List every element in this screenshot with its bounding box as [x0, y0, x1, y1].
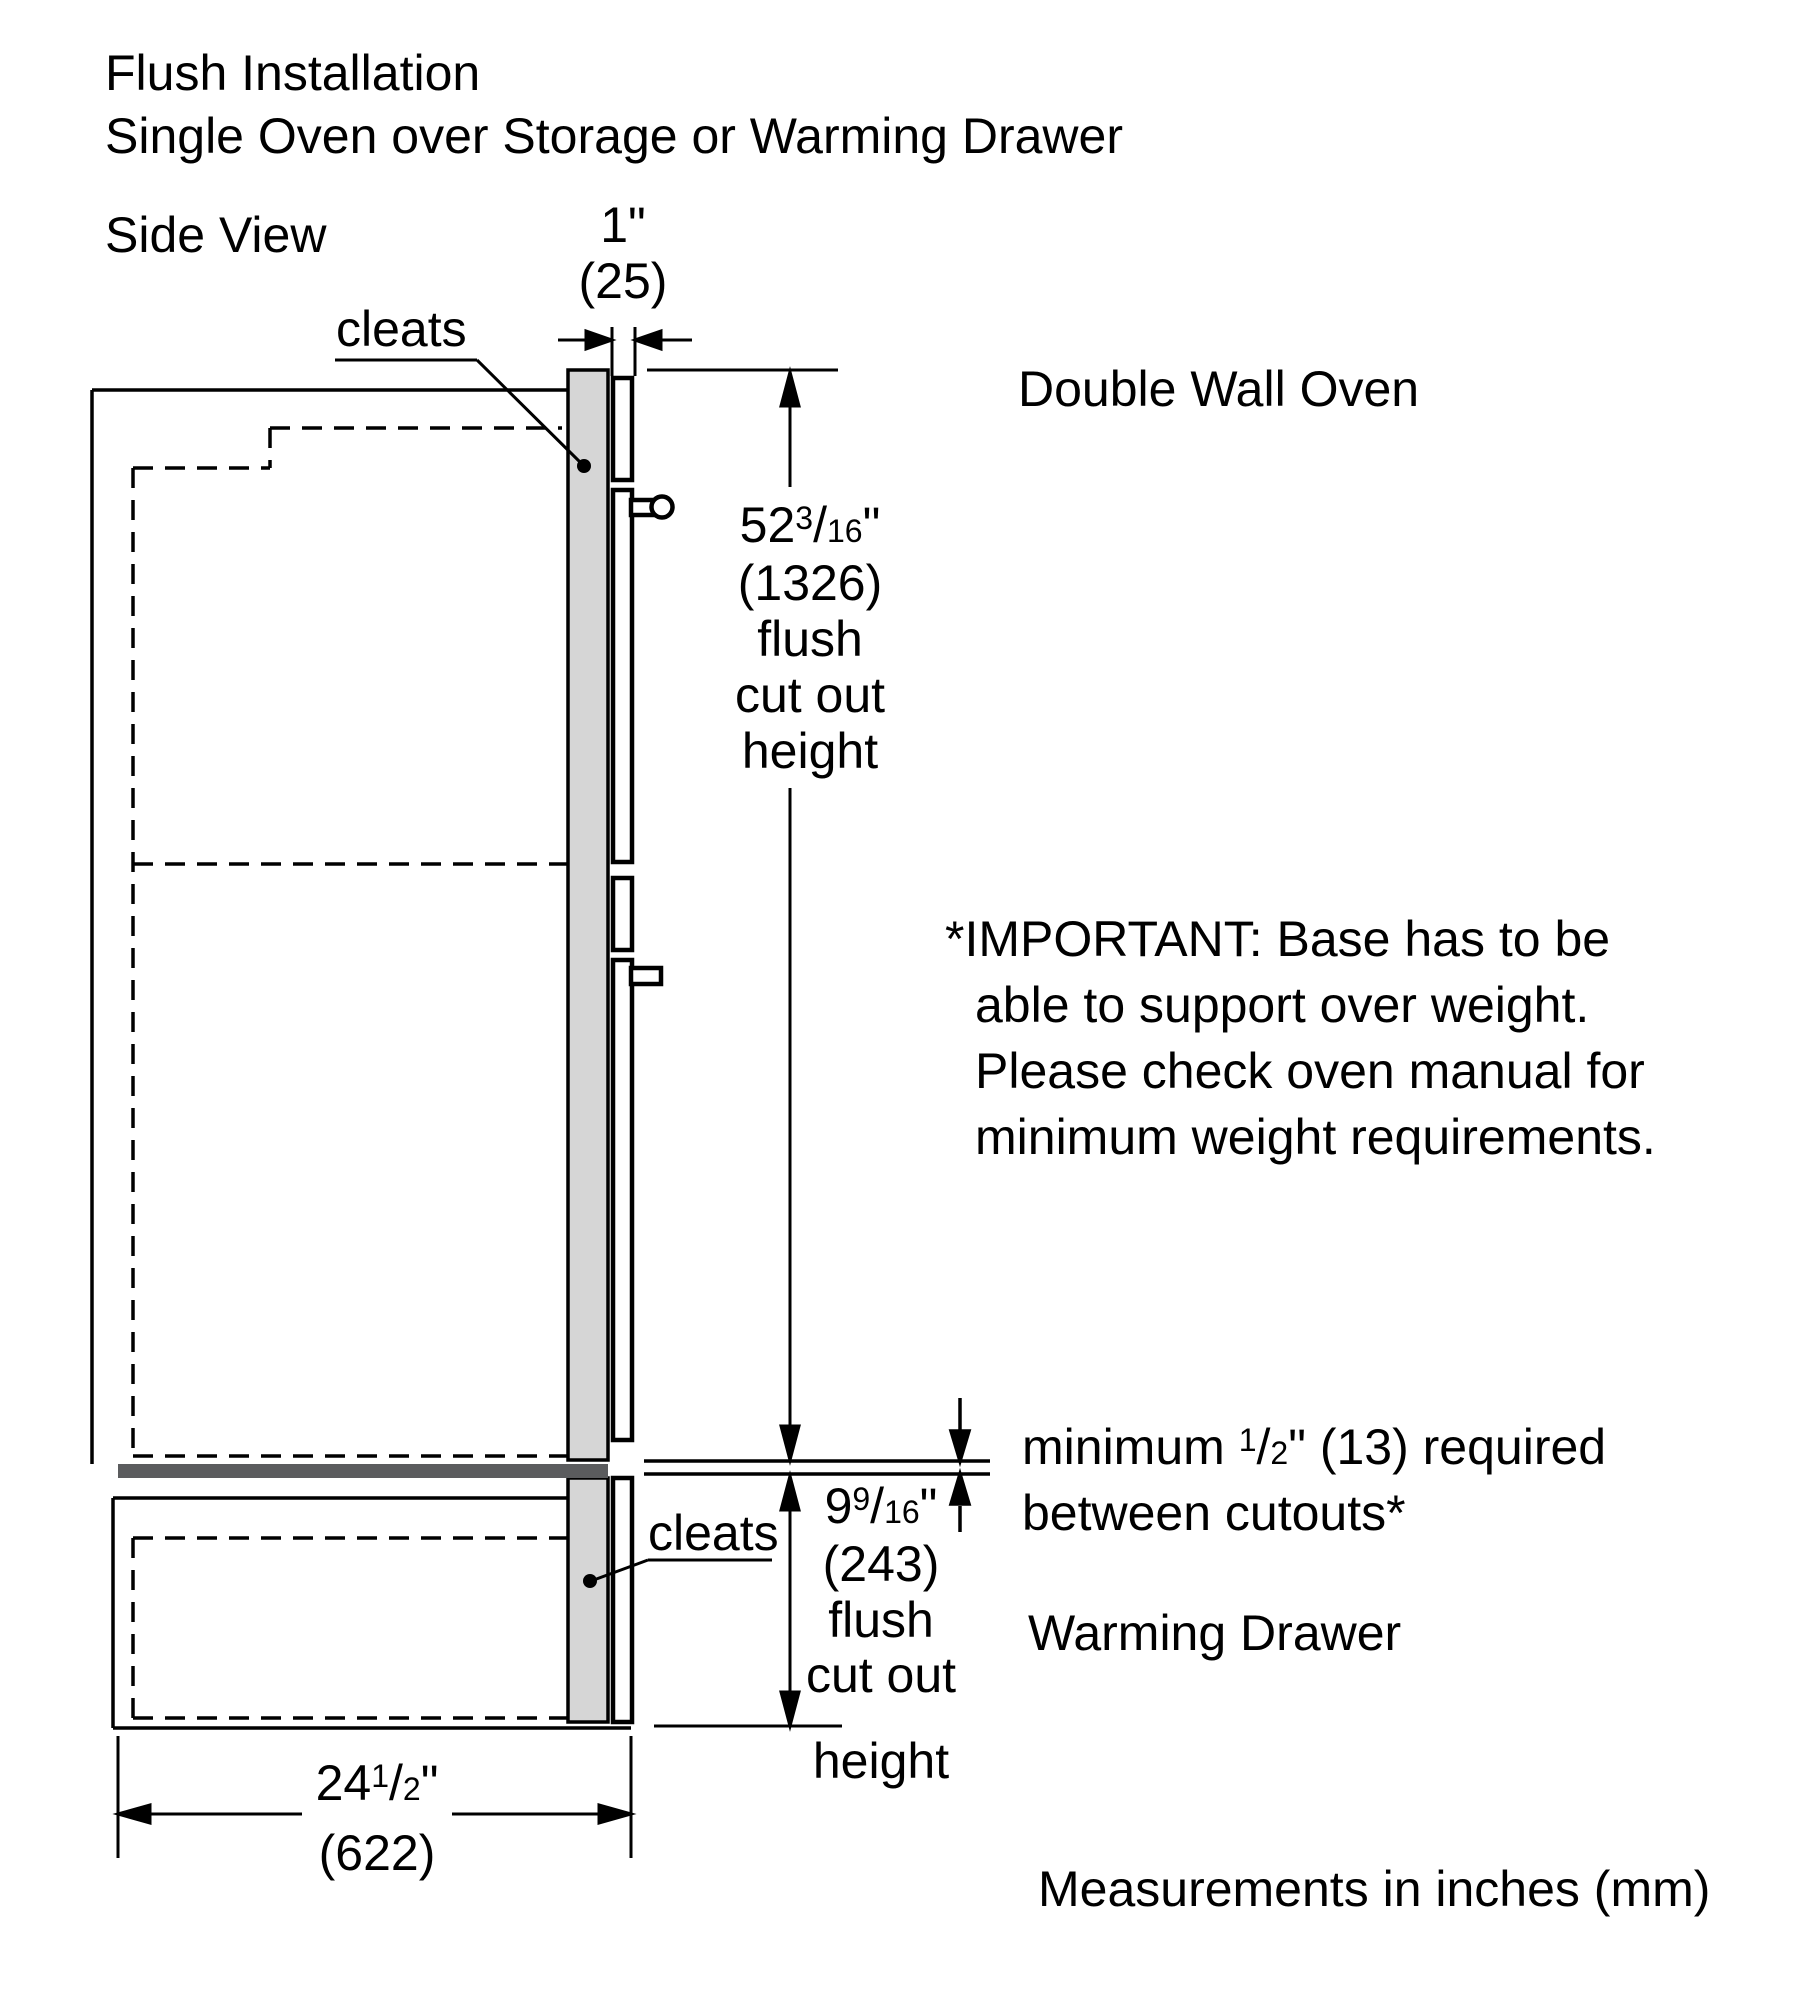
dim-denominator: 2: [402, 1771, 421, 1807]
page-title-line2: Single Oven over Storage or Warming Drawer: [105, 108, 1123, 164]
min-gap-note-line2: between cutouts*: [1022, 1485, 1406, 1541]
min-gap-slash: /: [1256, 1419, 1271, 1475]
lower-cabinet-inner-dashed: [133, 1538, 568, 1718]
oven-cutout-dim-imperial: [700, 496, 920, 555]
side-view-label: Side View: [105, 207, 327, 263]
cleats-label-top: cleats: [336, 301, 467, 357]
oven-cutout-desc1: flush: [757, 611, 863, 667]
warming-drawer-label: Warming Drawer: [1028, 1605, 1402, 1661]
dim-numerator: 1: [371, 1758, 389, 1795]
important-note-line4: minimum weight requirements.: [975, 1109, 1656, 1165]
arrow-down-icon: [951, 1431, 969, 1461]
dim-slash: /: [870, 1478, 885, 1534]
lower-cabinet-outline: [113, 1498, 631, 1728]
min-gap-note-line1: [1022, 1418, 1606, 1477]
measurements-note: Measurements in inches (mm): [1038, 1861, 1711, 1917]
arrow-right-icon: [586, 331, 612, 349]
min-gap-unit: ": [1288, 1419, 1320, 1475]
upper-cabinet-inner-dashed: [133, 428, 568, 1456]
arrow-left-icon: [635, 331, 661, 349]
drawer-cutout-dim-imperial: [775, 1477, 987, 1536]
arrow-right-icon: [599, 1805, 631, 1823]
leader-dot: [583, 1574, 597, 1588]
drawer-cutout-desc2: cut out: [805, 1647, 957, 1703]
min-gap-suffix: (13) required: [1319, 1419, 1607, 1475]
arrow-down-icon: [781, 1426, 799, 1460]
dim-numerator: 9: [852, 1481, 871, 1518]
dim-denominator: 16: [826, 513, 863, 549]
dim-slash: /: [813, 497, 827, 553]
dim-unit: ": [420, 1755, 439, 1811]
upper-cleat-panel: [568, 370, 608, 1460]
dim-whole: 52: [739, 497, 796, 553]
oven-front: [613, 378, 673, 1440]
cleats-label-bottom: cleats: [648, 1505, 779, 1561]
dim-whole: 9: [824, 1478, 853, 1534]
drawer-cutout-desc1: flush: [828, 1592, 934, 1648]
overlay-dim-imperial: 1": [600, 197, 646, 253]
double-wall-oven-label: Double Wall Oven: [1018, 361, 1420, 417]
min-gap-numerator: 1: [1238, 1422, 1257, 1459]
page-title-line1: Flush Installation: [105, 45, 481, 101]
dim-whole: 24: [315, 1755, 372, 1811]
cleats-top-leader: [335, 360, 591, 473]
oven-cutout-desc2: cut out: [734, 667, 886, 723]
dim-slash: /: [388, 1755, 403, 1811]
upper-oven-door: [613, 490, 632, 862]
oven-middle-trim: [613, 878, 632, 950]
lower-cleat-panel: [568, 1478, 608, 1722]
min-gap-denominator: 2: [1270, 1435, 1289, 1471]
upper-cabinet-outline: [92, 390, 568, 1464]
arrow-up-icon: [781, 372, 799, 406]
oven-cutout-desc3: height: [741, 723, 879, 779]
important-note-line3: Please check oven manual for: [975, 1043, 1645, 1099]
oven-cutout-dim-metric: (1326): [737, 555, 883, 611]
leader-dot: [577, 459, 591, 473]
depth-dim-imperial: [272, 1754, 482, 1813]
lower-oven-door: [613, 960, 632, 1440]
important-note-line2: able to support over weight.: [975, 977, 1590, 1033]
dim-denominator: 16: [884, 1494, 920, 1530]
warming-drawer-front: [613, 1478, 632, 1722]
important-note-line1: *IMPORTANT: Base has to be: [945, 911, 1611, 967]
arrow-left-icon: [118, 1805, 150, 1823]
overlay-dim-metric: (25): [578, 253, 668, 309]
upper-oven-handle-knob: [652, 497, 673, 518]
dim-numerator: 3: [795, 500, 814, 537]
dim-unit: ": [919, 1478, 938, 1534]
min-gap-prefix: minimum: [1022, 1419, 1239, 1475]
separator-board: [118, 1464, 608, 1478]
depth-dim-metric: (622): [318, 1825, 436, 1881]
drawer-cutout-dim-metric: (243): [822, 1536, 940, 1592]
drawer-cutout-desc3: height: [812, 1733, 950, 1789]
dim-unit: ": [862, 497, 881, 553]
lower-oven-handle: [631, 968, 661, 984]
oven-control-panel: [613, 378, 632, 480]
